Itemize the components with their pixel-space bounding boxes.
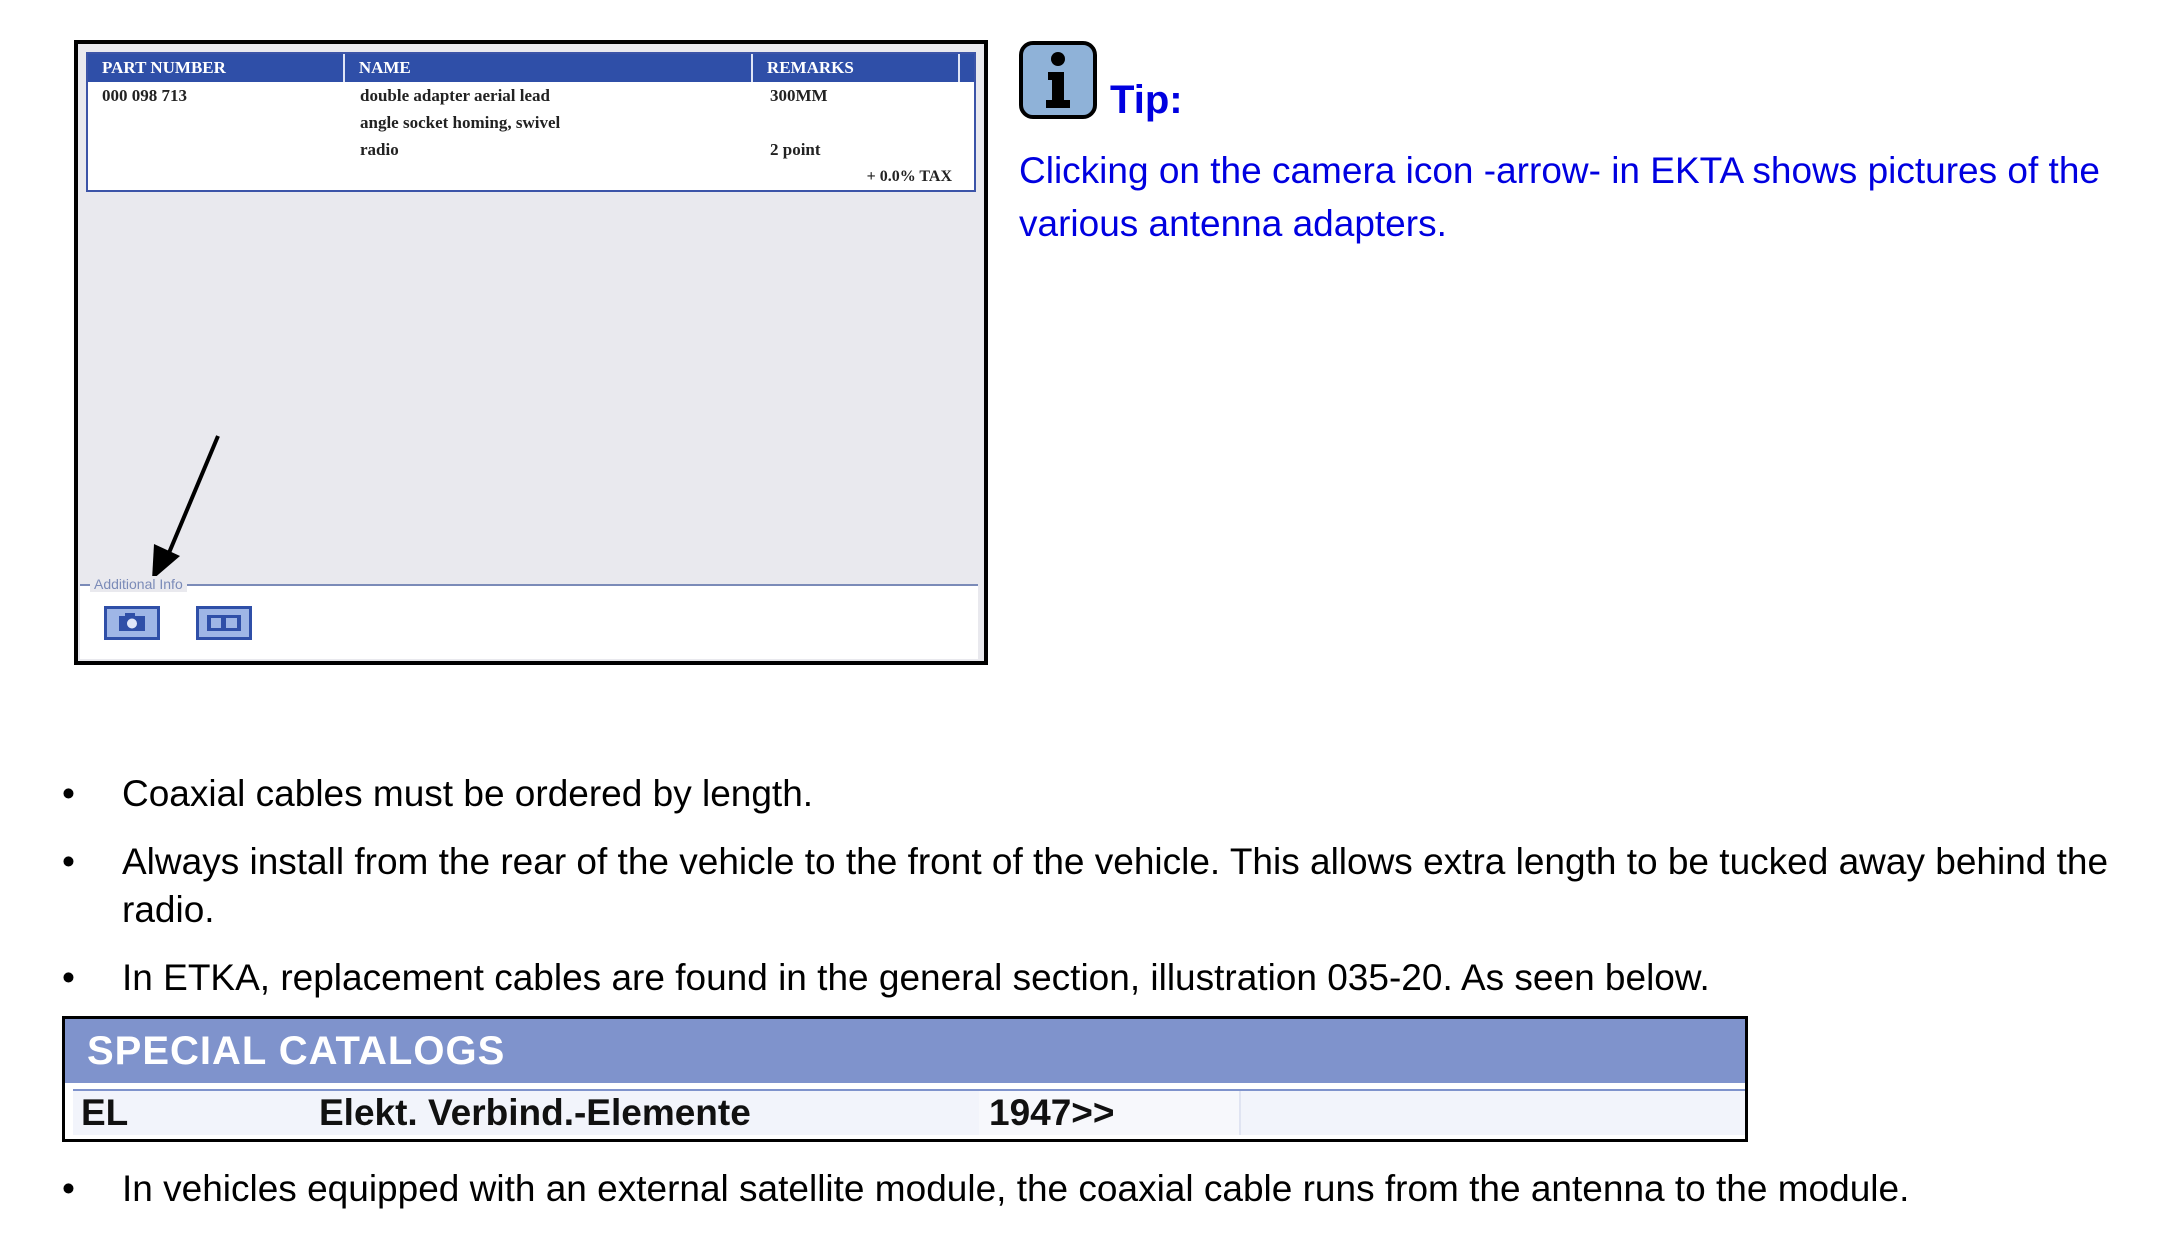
name-line: radio xyxy=(360,140,399,159)
catalog-year: 1947>> xyxy=(979,1091,1239,1135)
special-catalogs-panel xyxy=(62,1016,1748,1142)
table-row[interactable] xyxy=(73,1089,1745,1135)
name-line: double adapter aerial lead xyxy=(360,86,550,105)
bullet-icon: • xyxy=(62,1168,75,1209)
bullet-icon: • xyxy=(62,773,75,814)
ekta-screenshot xyxy=(74,40,988,665)
parts-table xyxy=(86,52,976,192)
list-item-text: Coaxial cables must be ordered by length. xyxy=(122,773,814,814)
special-catalogs-title: SPECIAL CATALOGS xyxy=(65,1019,1745,1083)
camera-button[interactable] xyxy=(104,606,160,640)
list-item-text: Always install from the rear of the vehicle to the front of the vehicle. This allows extra length to be tucked away behind the radio. xyxy=(122,841,2109,930)
info-icon xyxy=(1018,40,1098,120)
graphic-button[interactable] xyxy=(196,606,252,640)
remarks-line xyxy=(770,109,964,136)
name-line: angle socket homing, swivel xyxy=(360,113,561,132)
additional-info-label: Additional Info xyxy=(90,576,187,592)
catalog-name: Elekt. Verbind.-Elemente xyxy=(319,1092,751,1133)
cell-name xyxy=(346,82,756,190)
camera-icon xyxy=(107,609,157,637)
bullet-icon: • xyxy=(62,841,75,882)
tip-title: Tip: xyxy=(1110,78,1183,122)
header-scroll-stub xyxy=(960,54,974,82)
bullet-icon: • xyxy=(62,957,75,998)
list-item-text: In vehicles equipped with an external satellite module, the coaxial cable runs from the antenna to the module. xyxy=(122,1168,1910,1209)
header-name: NAME xyxy=(345,54,753,82)
remarks-line: 2 point xyxy=(770,140,821,159)
table-row[interactable] xyxy=(88,82,974,190)
catalog-code: EL xyxy=(81,1092,129,1133)
graphic-icon xyxy=(199,609,249,637)
catalog-empty-cell xyxy=(1239,1091,1745,1135)
header-remarks: REMARKS xyxy=(753,54,960,82)
tax-label: + 0.0% TAX xyxy=(866,168,952,185)
tip-text: Clicking on the camera icon -arrow- in EKTA shows pictures of the various antenna adapters. xyxy=(1019,150,2100,244)
cell-part-number: 000 098 713 xyxy=(102,86,187,105)
arrow-pointer xyxy=(138,432,228,582)
remarks-line: 300MM xyxy=(770,86,828,105)
parts-table-header xyxy=(88,54,974,82)
header-part-number: PART NUMBER xyxy=(88,54,345,82)
list-item-text: In ETKA, replacement cables are found in the general section, illustration 035-20. As seen below. xyxy=(122,957,1710,998)
